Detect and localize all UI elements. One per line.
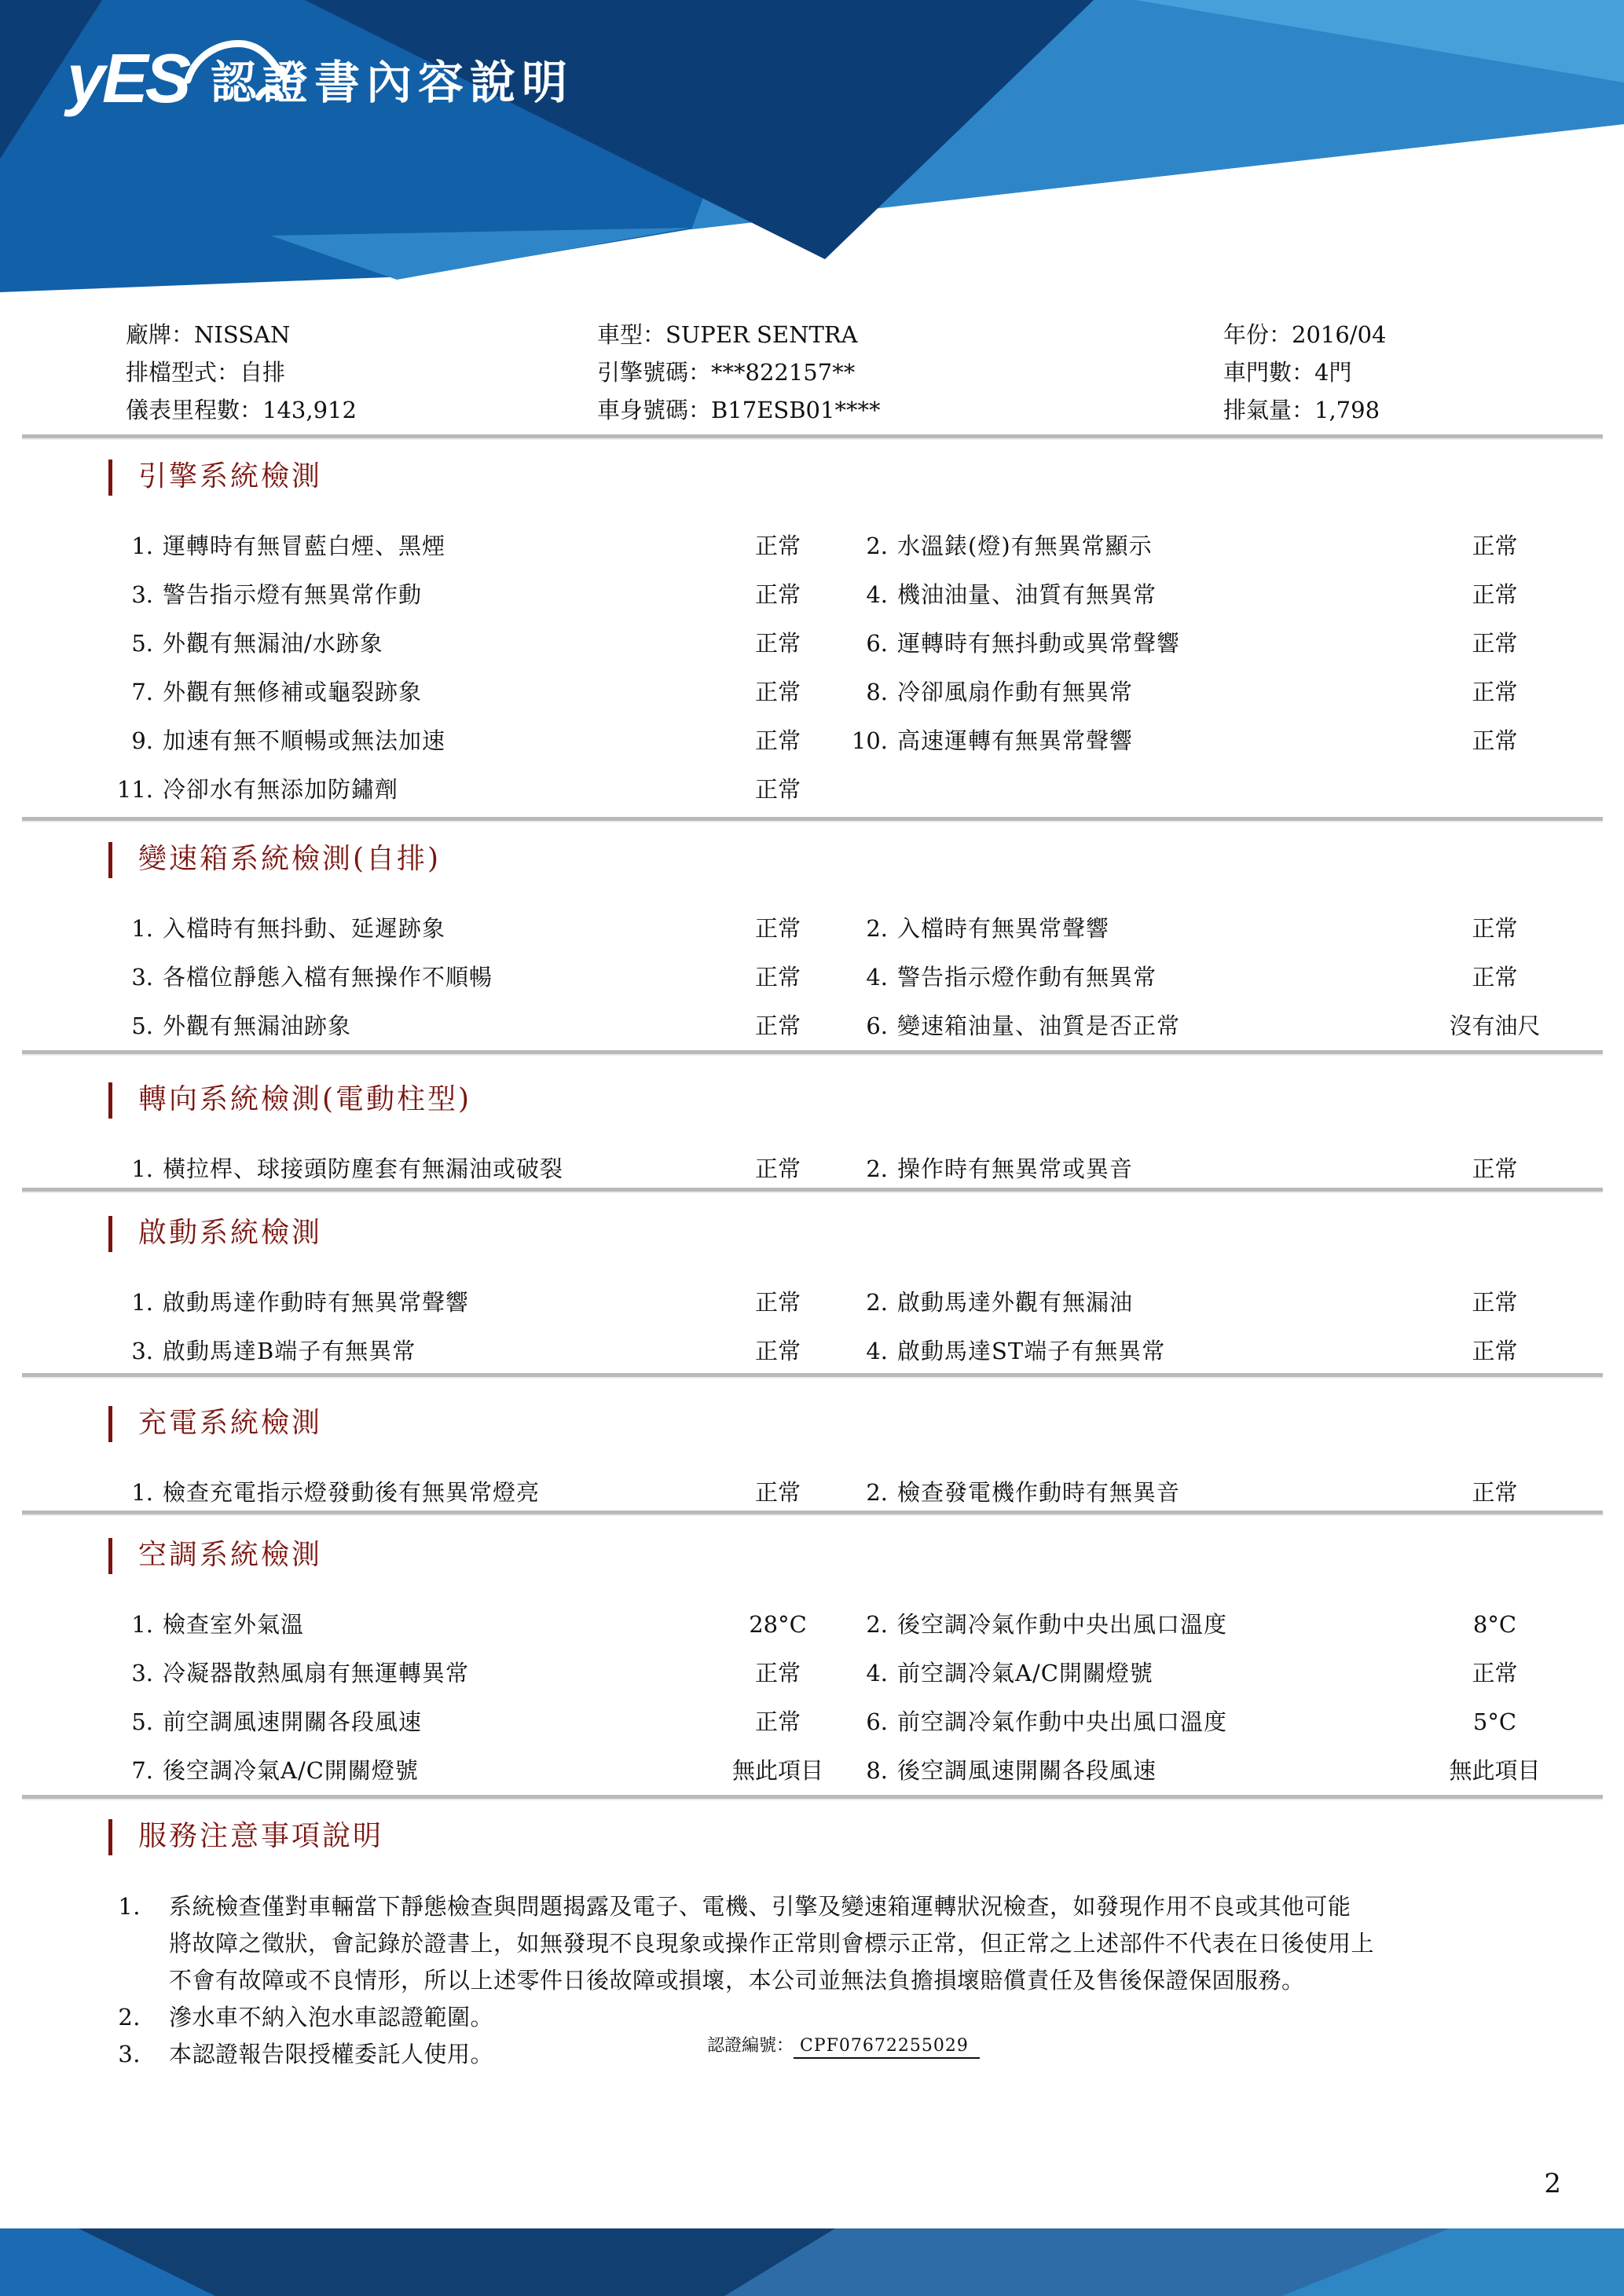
vehicle-info-field: 年份：2016/04	[1223, 321, 1387, 348]
note-line	[94, 1925, 1564, 1962]
section-rows	[94, 914, 1564, 1060]
section-rows	[94, 532, 1564, 824]
inspection-item	[94, 1708, 849, 1736]
inspection-item	[94, 1610, 849, 1639]
item-result: 正常	[1472, 727, 1518, 754]
item-result: 正常	[754, 1289, 801, 1316]
item-label: 水溫錶(燈)有無異常顯示	[897, 533, 1153, 559]
inspection-item	[94, 1337, 849, 1365]
inspection-row	[94, 963, 1564, 1012]
inspection-item	[94, 963, 849, 991]
section-title-text: 轉向系統檢測(電動柱型)	[138, 1083, 472, 1115]
certificate-number	[707, 2032, 980, 2056]
section-service-notes	[94, 1819, 1564, 2073]
item-number: 7.	[131, 679, 153, 705]
item-result: 正常	[1472, 533, 1518, 559]
section-title	[94, 1406, 1564, 1442]
item-result: 正常	[1472, 964, 1518, 991]
section-engine	[94, 460, 1564, 824]
inspection-item	[849, 963, 1564, 991]
item-label: 外觀有無修補或龜裂跡象	[163, 679, 423, 705]
inspection-row	[94, 1288, 1564, 1337]
item-number: 1.	[131, 915, 153, 942]
section-rows	[94, 1610, 1564, 1805]
inspection-row	[94, 1708, 1564, 1756]
section-steering	[94, 1082, 1564, 1203]
certificate-number-label: 認證編號：	[707, 2036, 794, 2056]
item-result: 正常	[1472, 1338, 1518, 1364]
section-title-text: 啟動系統檢測	[138, 1217, 323, 1249]
page-title: 認證書內容說明	[211, 57, 574, 108]
section-title	[94, 1538, 1564, 1574]
footer-banner	[0, 2228, 1624, 2296]
inspection-item	[94, 580, 849, 609]
item-label: 警告指示燈有無異常作動	[163, 581, 423, 608]
inspection-item	[94, 532, 849, 560]
page-number: 2	[1544, 2168, 1561, 2199]
item-result: 8°C	[1472, 1611, 1517, 1638]
item-label: 變速箱油量、油質是否正常	[897, 1013, 1181, 1039]
vehicle-info-field: 排檔型式：自排	[126, 359, 286, 386]
certificate-number-value: CPF07672255029	[794, 2036, 980, 2059]
item-result: 正常	[1472, 1660, 1518, 1686]
item-result: 正常	[754, 727, 801, 754]
item-number: 1.	[131, 1479, 153, 1506]
inspection-row	[94, 678, 1564, 727]
inspection-item	[849, 1756, 1564, 1785]
item-result: 正常	[754, 776, 801, 803]
inspection-item	[94, 1659, 849, 1687]
vehicle-info-field: 車門數：4門	[1223, 359, 1352, 386]
inspection-row	[94, 580, 1564, 629]
item-number: 8.	[866, 679, 888, 705]
inspection-row	[94, 1756, 1564, 1805]
item-label: 外觀有無漏油跡象	[163, 1013, 352, 1039]
note-line	[94, 1888, 1564, 1925]
item-number: 2.	[866, 1289, 888, 1316]
section-charging	[94, 1406, 1564, 1527]
yes-logo-text: yES	[67, 39, 189, 117]
inspection-row	[94, 1610, 1564, 1659]
item-result: 5°C	[1472, 1708, 1517, 1735]
section-rows	[94, 1288, 1564, 1386]
inspection-item	[849, 727, 1564, 755]
inspection-item	[849, 914, 1564, 943]
item-result: 無此項目	[731, 1757, 823, 1784]
item-result: 正常	[754, 1338, 801, 1364]
section-title	[94, 1819, 1564, 1855]
item-result: 正常	[1472, 630, 1518, 657]
vehicle-info-col-2	[597, 316, 880, 429]
item-number: 4.	[866, 581, 888, 608]
note-text: 系統檢查僅對車輛當下靜態檢查與問題揭露及電子、電機、引擎及變速箱運轉狀況檢查，如發現作用不良或其他可能	[169, 1893, 1351, 1920]
item-result: 正常	[754, 1155, 801, 1182]
item-label: 冷卻水有無添加防鏽劑	[163, 776, 399, 803]
inspection-item	[94, 914, 849, 943]
section-title	[94, 842, 1564, 878]
inspection-row	[94, 532, 1564, 580]
note-text: 滲水車不納入泡水車認證範圍。	[169, 2004, 494, 2031]
item-label: 後空調風速開關各段風速	[897, 1757, 1157, 1784]
item-number: 5.	[131, 1708, 153, 1735]
inspection-item	[849, 580, 1564, 609]
item-result: 正常	[754, 964, 801, 991]
item-label: 後空調冷氣作動中央出風口溫度	[897, 1611, 1228, 1638]
item-result: 正常	[1472, 1155, 1518, 1182]
inspection-item	[94, 1478, 849, 1507]
item-result: 正常	[754, 1660, 801, 1686]
inspection-item	[849, 1478, 1564, 1507]
vehicle-info-field: 車型：SUPER SENTRA	[597, 321, 858, 348]
inspection-row	[94, 1659, 1564, 1708]
inspection-item	[94, 629, 849, 657]
note-text: 本認證報告限授權委託人使用。	[169, 2041, 494, 2067]
note-number: 1.	[118, 1893, 141, 1920]
note-text: 將故障之徵狀，會記錄於證書上，如無發現不良現象或操作正常則會標示正常，但正常之上述部件不代表在日後使用上	[169, 1930, 1375, 1957]
section-title-text: 充電系統檢測	[138, 1407, 323, 1439]
item-number: 5.	[131, 630, 153, 657]
item-number: 11.	[116, 776, 153, 803]
inspection-item	[849, 1155, 1564, 1183]
section-rows	[94, 1478, 1564, 1527]
inspection-item	[849, 1659, 1564, 1687]
item-result: 正常	[1472, 1479, 1518, 1506]
item-number: 4.	[866, 1660, 888, 1686]
inspection-row	[94, 727, 1564, 775]
item-number: 1.	[131, 1289, 153, 1316]
item-number: 8.	[866, 1757, 888, 1784]
item-label: 高速運轉有無異常聲響	[897, 727, 1134, 754]
inspection-row	[94, 1012, 1564, 1060]
item-label: 機油油量、油質有無異常	[897, 581, 1157, 608]
section-aircon	[94, 1538, 1564, 1805]
item-label: 前空調風速開關各段風速	[163, 1708, 423, 1735]
item-result: 正常	[754, 1708, 801, 1735]
inspection-row	[94, 775, 1564, 824]
section-title-text: 引擎系統檢測	[138, 460, 323, 493]
item-result: 正常	[754, 630, 801, 657]
item-number: 2.	[866, 1479, 888, 1506]
inspection-row	[94, 629, 1564, 678]
item-label: 啟動馬達B端子有無異常	[163, 1338, 416, 1364]
item-label: 後空調冷氣A/C開關燈號	[163, 1757, 419, 1784]
item-label: 啟動馬達ST端子有無異常	[897, 1338, 1166, 1364]
section-transmission	[94, 842, 1564, 1060]
item-number: 1.	[131, 533, 153, 559]
item-number: 7.	[131, 1757, 153, 1784]
inspection-item	[849, 1708, 1564, 1736]
item-number: 5.	[131, 1013, 153, 1039]
item-number: 10.	[851, 727, 888, 754]
item-result: 無此項目	[1449, 1757, 1541, 1784]
item-number: 2.	[866, 915, 888, 942]
section-title-text: 變速箱系統檢測(自排)	[138, 843, 442, 875]
item-number: 3.	[131, 1338, 153, 1364]
inspection-item	[94, 727, 849, 755]
inspection-item	[94, 1155, 849, 1183]
inspection-item	[94, 775, 849, 804]
item-label: 入檔時有無抖動、延遲跡象	[163, 915, 446, 942]
item-number: 6.	[866, 1013, 888, 1039]
item-label: 前空調冷氣作動中央出風口溫度	[897, 1708, 1228, 1735]
item-number: 3.	[131, 964, 153, 991]
item-label: 各檔位靜態入檔有無操作不順暢	[163, 964, 493, 991]
notes-title-text: 服務注意事項說明	[138, 1820, 384, 1852]
item-label: 檢查發電機作動時有無異音	[897, 1479, 1181, 1506]
item-label: 運轉時有無抖動或異常聲響	[897, 630, 1181, 657]
vehicle-info-col-1	[126, 316, 357, 429]
section-starter	[94, 1216, 1564, 1386]
inspection-item	[849, 532, 1564, 560]
note-number: 3.	[118, 2041, 141, 2067]
item-number: 9.	[131, 727, 153, 754]
note-line	[94, 1962, 1564, 1999]
item-label: 入檔時有無異常聲響	[897, 915, 1110, 942]
inspection-item	[94, 1012, 849, 1040]
item-result: 正常	[754, 1479, 801, 1506]
item-label: 啟動馬達作動時有無異常聲響	[163, 1289, 470, 1316]
item-number: 6.	[866, 630, 888, 657]
inspection-item	[94, 678, 849, 706]
inspection-row	[94, 1337, 1564, 1386]
item-result: 正常	[754, 581, 801, 608]
item-number: 2.	[866, 1611, 888, 1638]
item-result: 正常	[754, 533, 801, 559]
section-title-text: 空調系統檢測	[138, 1539, 323, 1571]
item-number: 6.	[866, 1708, 888, 1735]
item-label: 冷卻風扇作動有無異常	[897, 679, 1134, 705]
section-title	[94, 1216, 1564, 1252]
item-number: 1.	[131, 1611, 153, 1638]
divider	[22, 434, 1603, 438]
item-number: 3.	[131, 1660, 153, 1686]
note-number: 2.	[118, 2004, 141, 2031]
item-label: 啟動馬達外觀有無漏油	[897, 1289, 1134, 1316]
section-rows	[94, 1155, 1564, 1203]
inspection-item	[849, 1288, 1564, 1316]
item-number: 1.	[131, 1155, 153, 1182]
item-label: 運轉時有無冒藍白煙、黑煙	[163, 533, 446, 559]
inspection-row	[94, 1155, 1564, 1203]
section-title	[94, 1082, 1564, 1119]
inspection-item	[849, 1610, 1564, 1639]
item-number: 2.	[866, 1155, 888, 1182]
vehicle-info-field: 引擎號碼：***822157**	[597, 359, 856, 386]
item-result: 正常	[1472, 1289, 1518, 1316]
vehicle-info-field: 儀表里程數：143,912	[126, 397, 357, 423]
item-number: 2.	[866, 533, 888, 559]
vehicle-info-field: 廠牌：NISSAN	[126, 321, 291, 348]
inspection-row	[94, 914, 1564, 963]
item-result: 正常	[1472, 581, 1518, 608]
item-result: 沒有油尺	[1449, 1013, 1541, 1039]
vehicle-info-field: 車身號碼：B17ESB01****	[597, 397, 881, 423]
item-result: 正常	[1472, 679, 1518, 705]
header-banner	[0, 0, 1624, 314]
item-label: 橫拉桿、球接頭防塵套有無漏油或破裂	[163, 1155, 564, 1182]
inspection-item	[849, 629, 1564, 657]
inspection-item	[849, 678, 1564, 706]
item-label: 外觀有無漏油/水跡象	[163, 630, 383, 657]
vehicle-info-field: 排氣量：1,798	[1223, 397, 1380, 423]
item-result: 28°C	[749, 1611, 807, 1638]
note-line	[94, 1999, 1564, 2036]
inspection-item	[849, 1012, 1564, 1040]
item-label: 警告指示燈作動有無異常	[897, 964, 1157, 991]
item-result: 正常	[754, 679, 801, 705]
inspection-row	[94, 1478, 1564, 1527]
inspection-item	[94, 1756, 849, 1785]
inspection-item	[849, 1337, 1564, 1365]
item-number: 4.	[866, 1338, 888, 1364]
item-label: 檢查室外氣溫	[163, 1611, 305, 1638]
item-result: 正常	[1472, 915, 1518, 942]
item-label: 操作時有無異常或異音	[897, 1155, 1134, 1182]
item-number: 4.	[866, 964, 888, 991]
inspection-item	[94, 1288, 849, 1316]
note-text: 不會有故障或不良情形，所以上述零件日後故障或損壞，本公司並無法負擔損壞賠償責任及售後保證保固服務。	[169, 1967, 1305, 1994]
item-number: 3.	[131, 581, 153, 608]
item-result: 正常	[754, 915, 801, 942]
item-label: 前空調冷氣A/C開關燈號	[897, 1660, 1153, 1686]
item-label: 加速有無不順暢或無法加速	[163, 727, 446, 754]
item-result: 正常	[754, 1013, 801, 1039]
section-title	[94, 460, 1564, 496]
item-label: 檢查充電指示燈發動後有無異常燈亮	[163, 1479, 541, 1506]
vehicle-info-col-3	[1223, 316, 1386, 429]
item-label: 冷凝器散熱風扇有無運轉異常	[163, 1660, 470, 1686]
